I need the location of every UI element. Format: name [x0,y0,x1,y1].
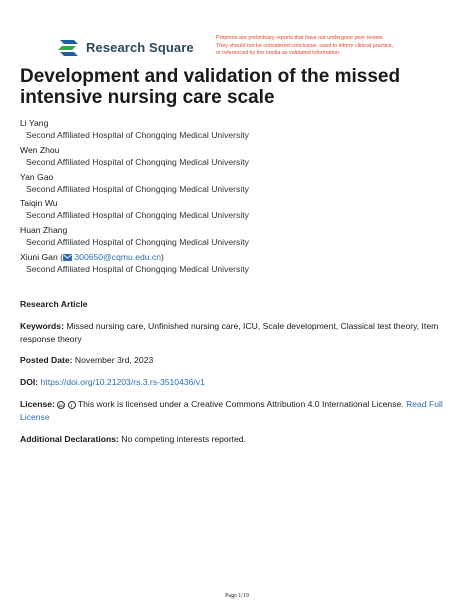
article-type-label: Research Article [20,299,88,309]
article-type [20,298,450,311]
read-full-license-link[interactable]: Read Full License [20,399,443,422]
brand-name: Research Square [86,39,194,55]
page-number: Page 1/19 [225,593,249,599]
doi-link[interactable]: https://doi.org/10.21203/rs.3.rs-3510436/v1 [40,377,205,387]
email-link[interactable] [63,252,161,262]
declarations-label: Additional Declarations: [20,434,119,444]
author-list [20,117,460,278]
license-section [20,398,450,423]
author-entry [20,144,460,171]
author-entry [20,224,460,251]
author-name: Wen Zhou [20,144,60,155]
declarations-section [20,433,450,446]
author-entry [20,251,460,278]
disclaimer-line: Preprints are preliminary reports that have not undergone peer review. [216,35,384,41]
author-affiliation: Second Affiliated Hospital of Chongqing Medical University [26,210,249,221]
preprint-disclaimer [216,35,446,58]
paper-title: Development and validation of the missed intensive nursing care scale [20,66,401,108]
attribution-icon: i [68,401,76,409]
license-text: This work is licensed under a Creative Commons Attribution 4.0 International License. [77,399,404,409]
keywords-section [20,320,450,345]
posted-date-section [20,354,450,367]
disclaimer-line: They should not be considered conclusive, used to inform clinical practice, [216,42,394,49]
author-name: Li Yang [20,118,49,128]
author-affiliation: Second Affiliated Hospital of Chongqing Medical University [26,237,249,248]
posted-date-label: Posted Date: [20,355,73,365]
brand-logo[interactable] [58,37,194,57]
declarations-value: No competing interests reported. [121,434,246,444]
email-address: 300650@cqmu.edu.cn [74,251,161,262]
keywords-value: Missed nursing care, Unfinished nursing care, ICU, Scale development, Classical test theory, Item response theory [20,321,439,344]
envelope-icon [63,254,72,261]
doi-section [20,376,450,389]
author-entry [20,197,460,224]
author-affiliation: Second Affiliated Hospital of Chongqing Medical University [26,263,249,274]
author-affiliation: Second Affiliated Hospital of Chongqing Medical University [26,130,249,140]
keywords-label: Keywords: [20,321,64,331]
creative-commons-icon: cc [58,403,64,408]
author-entry [20,171,460,198]
posted-date-value: November 3rd, 2023 [74,355,154,365]
doi-label: DOI: [20,377,39,387]
author-name: Xiuni Gan ( 300650@cqmu.edu.cn) [20,251,164,262]
license-label: License: [20,399,55,409]
corresponding-author-name: Xiuni Gan [20,251,58,262]
author-name: Yan Gao [20,171,54,182]
research-square-logo-icon [58,37,80,57]
disclaimer-line: or referenced by the media as validated information. [216,50,341,57]
author-affiliation: Second Affiliated Hospital of Chongqing Medical University [26,183,249,194]
author-entry [20,117,460,144]
author-affiliation: Second Affiliated Hospital of Chongqing Medical University [26,156,249,167]
author-name: Huan Zhang [20,225,68,236]
author-name: Taiqin Wu [20,198,58,209]
